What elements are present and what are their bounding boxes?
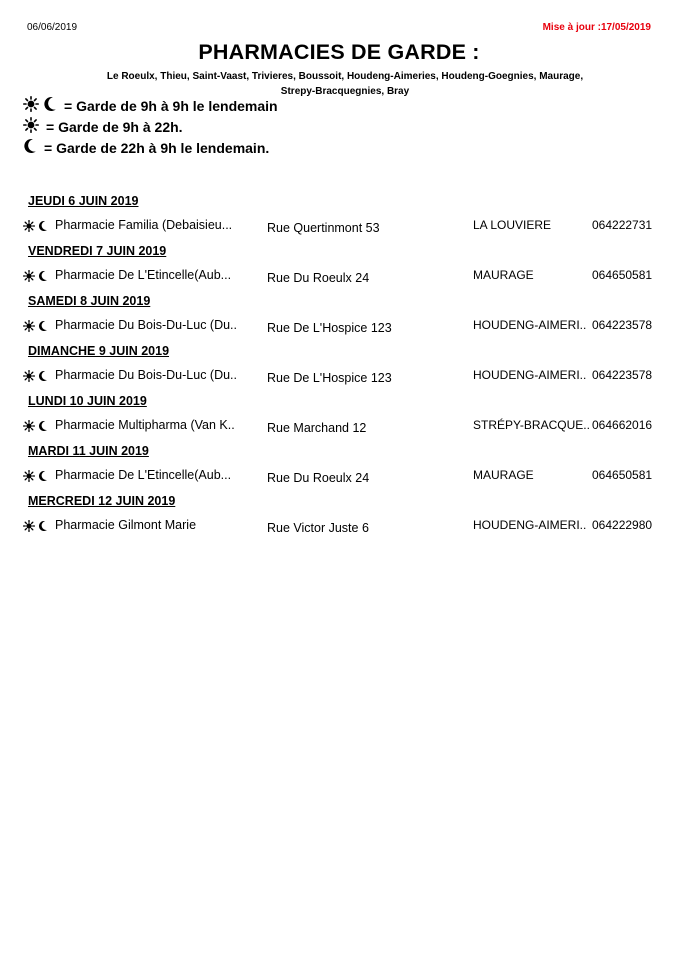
pharmacy-street: Rue Marchand 12: [267, 421, 367, 435]
pharmacy-row: [23, 468, 663, 486]
pharmacy-row: [23, 418, 663, 436]
pharmacy-name: Pharmacie Multipharma (Van K..: [55, 418, 235, 432]
day-heading: JEUDI 6 JUIN 2019: [28, 194, 139, 208]
pharmacy-city: MAURAGE: [473, 468, 534, 482]
pharmacy-city: HOUDENG-AIMERI..: [473, 318, 587, 332]
duty-icons: [23, 270, 48, 285]
sun-icon: [23, 520, 35, 535]
duty-icons: [23, 370, 48, 385]
legend-night: [23, 138, 269, 157]
pharmacy-row: [23, 518, 663, 536]
duty-icons: [23, 470, 48, 485]
day-heading: VENDREDI 7 JUIN 2019: [28, 244, 167, 258]
towns-list: [60, 69, 630, 99]
pharmacy-name: Pharmacie De L'Etincelle(Aub...: [55, 468, 232, 482]
sun-icon: [23, 220, 35, 235]
pharmacy-city: MAURAGE: [473, 268, 534, 282]
pharmacy-street: Rue Victor Juste 6: [267, 521, 369, 535]
pharmacy-phone: 064222731: [592, 218, 653, 232]
duty-icons: [23, 420, 48, 435]
sun-icon: [23, 370, 35, 385]
pharmacy-name: Pharmacie De L'Etincelle(Aub...: [55, 268, 232, 282]
pharmacy-street: Rue De L'Hospice 123: [267, 371, 392, 385]
crescent-moon-icon: [38, 320, 48, 335]
legend-full-text: = Garde de 9h à 9h le lendemain: [64, 97, 278, 114]
crescent-moon-icon: [38, 420, 48, 435]
sun-icon: [23, 420, 35, 435]
sun-icon: [23, 470, 35, 485]
day-heading: LUNDI 10 JUIN 2019: [28, 394, 147, 408]
pharmacy-phone: 064223578: [592, 318, 653, 332]
sun-icon: [23, 117, 39, 136]
pharmacy-phone: 064223578: [592, 368, 653, 382]
pharmacy-city: LA LOUVIERE: [473, 218, 552, 232]
day-heading: MERCREDI 12 JUIN 2019: [28, 494, 176, 508]
crescent-moon-icon: [38, 270, 48, 285]
crescent-moon-icon: [38, 470, 48, 485]
pharmacy-row: [23, 218, 663, 236]
towns-line-1: Le Roeulx, Thieu, Saint-Vaast, Trivieres, Boussoit, Houdeng-Aimeries, Houdeng-Goegnies, Maurage,: [106, 71, 584, 82]
duty-icons: [23, 520, 48, 535]
crescent-moon-icon: [38, 520, 48, 535]
page-title: PHARMACIES DE GARDE :: [198, 40, 480, 64]
pharmacy-row: [23, 268, 663, 286]
crescent-moon-icon: [43, 96, 57, 115]
legend-day: [23, 117, 183, 136]
crescent-moon-icon: [23, 138, 37, 157]
pharmacy-street: Rue De L'Hospice 123: [267, 321, 392, 335]
day-heading: SAMEDI 8 JUIN 2019: [28, 294, 151, 308]
day-heading: DIMANCHE 9 JUIN 2019: [28, 344, 170, 358]
crescent-moon-icon: [38, 370, 48, 385]
pharmacy-name: Pharmacie Familia (Debaisieu...: [55, 218, 233, 232]
legend-full: [23, 96, 278, 115]
sun-icon: [23, 320, 35, 335]
pharmacy-name: Pharmacie Gilmont Marie: [55, 518, 197, 532]
pharmacy-city: HOUDENG-AIMERI..: [473, 368, 587, 382]
legend-day-text: = Garde de 9h à 22h.: [46, 118, 183, 135]
pharmacy-name: Pharmacie Du Bois-Du-Luc (Du..: [55, 368, 238, 382]
duty-icons: [23, 320, 48, 335]
sun-icon: [23, 270, 35, 285]
print-date: 06/06/2019: [27, 22, 78, 33]
pharmacy-phone: 064662016: [592, 418, 653, 432]
pharmacy-phone: 064650581: [592, 468, 653, 482]
pharmacy-phone: 064222980: [592, 518, 653, 532]
pharmacy-street: Rue Quertinmont 53: [267, 221, 380, 235]
crescent-moon-icon: [38, 220, 48, 235]
duty-icons: [23, 220, 48, 235]
pharmacy-street: Rue Du Roeulx 24: [267, 271, 370, 285]
legend-night-text: = Garde de 22h à 9h le lendemain.: [44, 139, 270, 156]
pharmacy-row: [23, 318, 663, 336]
update-date: Mise à jour :17/05/2019: [542, 22, 651, 33]
pharmacy-street: Rue Du Roeulx 24: [267, 471, 370, 485]
towns-line-2: Strepy-Bracquegnies, Bray: [280, 86, 410, 97]
sun-icon: [23, 96, 39, 115]
pharmacy-phone: 064650581: [592, 268, 653, 282]
pharmacy-row: [23, 368, 663, 386]
pharmacy-name: Pharmacie Du Bois-Du-Luc (Du..: [55, 318, 238, 332]
pharmacy-city: HOUDENG-AIMERI..: [473, 518, 587, 532]
pharmacy-city: STRÉPY-BRACQUE..: [473, 418, 590, 432]
day-heading: MARDI 11 JUIN 2019: [28, 444, 149, 458]
